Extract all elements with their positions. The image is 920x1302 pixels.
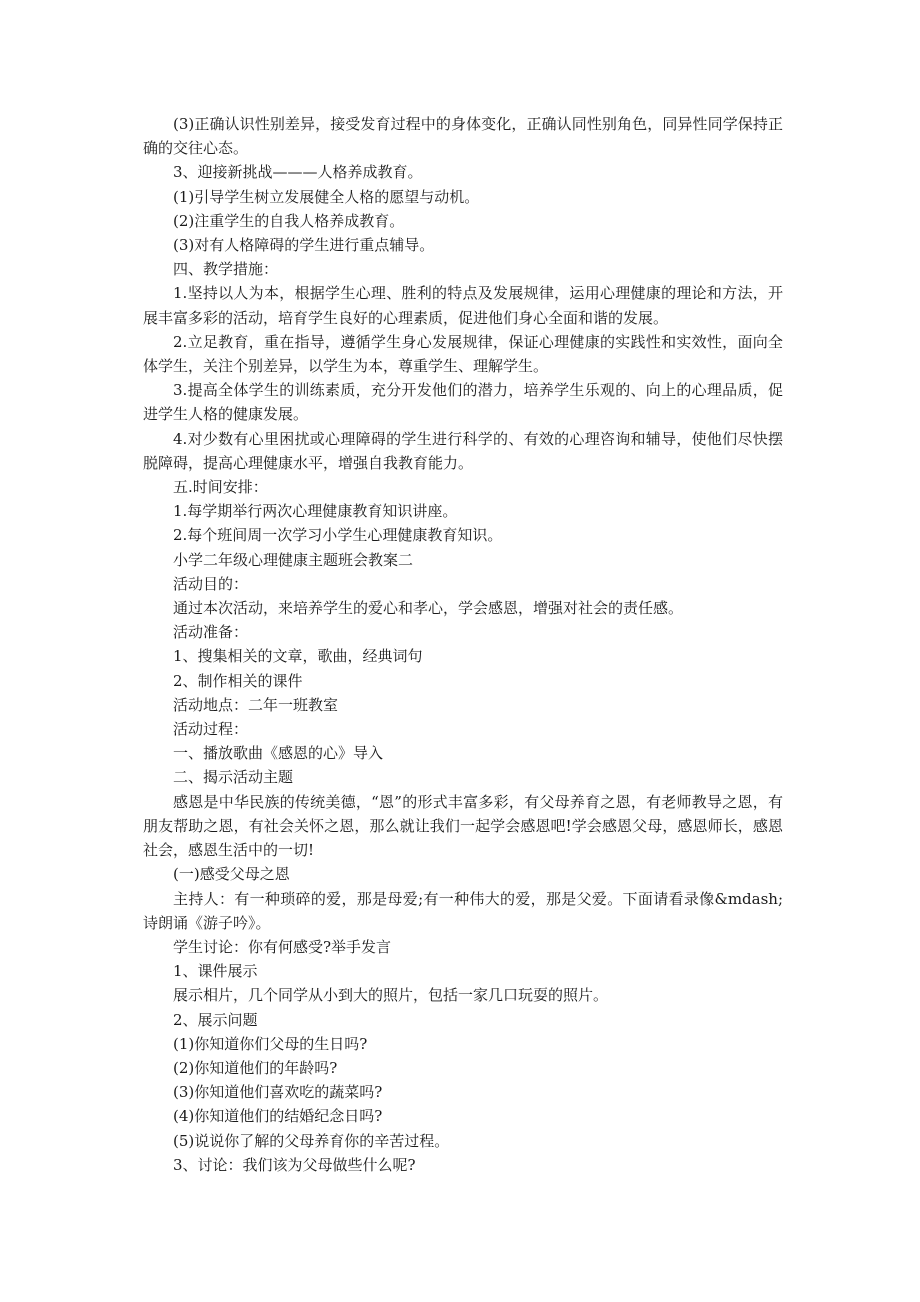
paragraph: 4.对少数有心里困扰或心理障碍的学生进行科学的、有效的心理咨询和辅导，使他们尽快摆脱障碍，提高心理健康水平，增强自我教育能力。 xyxy=(143,429,783,472)
paragraph: (3)正确认识性别差异，接受发育过程中的身体变化，正确认同性别角色，同异性同学保持正确的交往心态。 xyxy=(143,115,783,158)
paragraph: (一)感受父母之恩 xyxy=(173,865,290,884)
section-heading: 活动目的： xyxy=(173,574,249,593)
paragraph: 2.立足教育，重在指导，遵循学生身心发展规律，保证心理健康的实践性和实效性，面向全体学生，关注个别差异，以学生为本，尊重学生、理解学生。 xyxy=(143,332,783,376)
section-heading: 活动准备： xyxy=(173,623,249,642)
paragraph: 3、讨论：我们该为父母做些什么呢? xyxy=(173,1155,416,1174)
document-body xyxy=(143,112,783,1177)
section-heading: 五.时间安排： xyxy=(173,478,268,497)
paragraph: 3.提高全体学生的训练素质，充分开发他们的潜力，培养学生乐观的、向上的心理品质，促进学生人格的健康发展。 xyxy=(143,381,783,424)
paragraph: 1.坚持以人为本，根据学生心理、胜利的特点及发展规律，运用心理健康的理论和方法，开展丰富多彩的活动，培育学生良好的心理素质，促进他们身心全面和谐的发展。 xyxy=(143,284,783,327)
paragraph: 1、搜集相关的文章，歌曲，经典词句 xyxy=(173,647,423,666)
paragraph: 二、揭示活动主题 xyxy=(173,768,294,787)
paragraph: 感恩是中华民族的传统美德，“恩”的形式丰富多彩，有父母养育之恩，有老师教导之恩，有朋友帮助之恩，有社会关怀之恩，那么就让我们一起学会感恩吧!学会感恩父母，感恩师长，感恩社会，感恩生活中的一切! xyxy=(143,792,783,860)
paragraph: 1.每学期举行两次心理健康教育知识讲座。 xyxy=(173,502,458,521)
question-item: (4)你知道他们的结婚纪念日吗? xyxy=(173,1107,383,1126)
paragraph: 2.每个班间周一次学习小学生心理健康教育知识。 xyxy=(173,526,503,545)
question-item: (2)你知道他们的年龄吗? xyxy=(173,1058,338,1077)
question-item: (1)你知道你们父母的生日吗? xyxy=(173,1034,368,1053)
paragraph: 通过本次活动，来培养学生的爱心和孝心，学会感恩，增强对社会的责任感。 xyxy=(173,599,684,618)
paragraph: (2)注重学生的自我人格养成教育。 xyxy=(173,211,405,230)
section-heading: 活动过程： xyxy=(173,720,249,739)
paragraph: 学生讨论：你有何感受?举手发言 xyxy=(173,937,392,956)
question-item: (3)你知道他们喜欢吃的蔬菜吗? xyxy=(173,1083,383,1102)
paragraph: 一、播放歌曲《感恩的心》导入 xyxy=(173,744,384,763)
paragraph: (3)对有人格障碍的学生进行重点辅导。 xyxy=(173,236,435,255)
paragraph: 2、制作相关的课件 xyxy=(173,671,303,690)
paragraph: 展示相片，几个同学从小到大的照片，包括一家几口玩耍的照片。 xyxy=(173,986,609,1005)
paragraph: (1)引导学生树立发展健全人格的愿望与动机。 xyxy=(173,187,480,206)
document-subtitle: 小学二年级心理健康主题班会教案二 xyxy=(173,550,414,569)
paragraph: 1、课件展示 xyxy=(173,962,258,981)
paragraph: 2、展示问题 xyxy=(173,1010,258,1029)
section-heading: 四、教学措施： xyxy=(173,260,279,279)
paragraph: 3、迎接新挑战———人格养成教育。 xyxy=(173,163,423,182)
paragraph: 活动地点：二年一班教室 xyxy=(173,695,339,714)
question-item: (5)说说你了解的父母养育你的辛苦过程。 xyxy=(173,1131,450,1150)
paragraph: 主持人：有一种琐碎的爱，那是母爱;有一种伟大的爱，那是父爱。下面请看录像&mdash;诗朗诵《游子吟》。 xyxy=(143,889,783,932)
